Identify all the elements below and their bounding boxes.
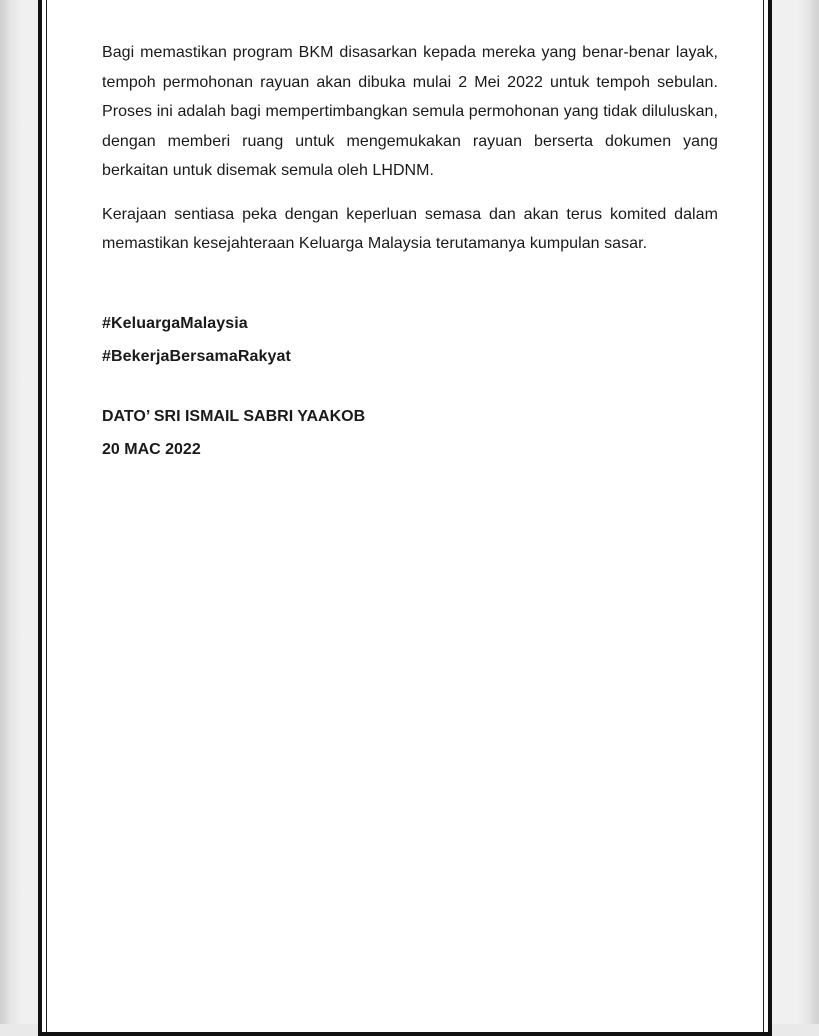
paragraph-appeal-period: Bagi memastikan program BKM disasarkan kepada mereka yang benar-benar layak, tempoh permohonan rayuan akan dibuka mulai 2 Mei 2022 untuk tempoh sebulan. Proses ini adalah bagi mempertimbangkan semula permohonan yang tidak diluluskan, dengan memberi ruang untuk mengemukakan rayuan berserta dokumen yang berkaitan untuk disemak semula oleh LHDNM.	[102, 44, 718, 179]
hashtag-list	[102, 307, 718, 373]
document-content	[102, 38, 718, 466]
signature-date: 20 MAC 2022	[102, 440, 201, 458]
left-edge-shadow	[0, 0, 10, 1024]
hashtag-bekerja-bersama-rakyat: #BekerjaBersamaRakyat	[102, 347, 291, 365]
paragraph-government-commitment: Kerajaan sentiasa peka dengan keperluan semasa dan akan terus komited dalam memastikan kesejahteraan Keluarga Malaysia terutamanya kumpulan sasar.	[102, 205, 718, 252]
hashtag-keluarga-malaysia: #KeluargaMalaysia	[102, 314, 248, 332]
right-edge-shadow	[809, 0, 819, 1024]
signatory-name: DATO’ SRI ISMAIL SABRI YAAKOB	[102, 407, 366, 425]
signature-block	[102, 400, 718, 466]
